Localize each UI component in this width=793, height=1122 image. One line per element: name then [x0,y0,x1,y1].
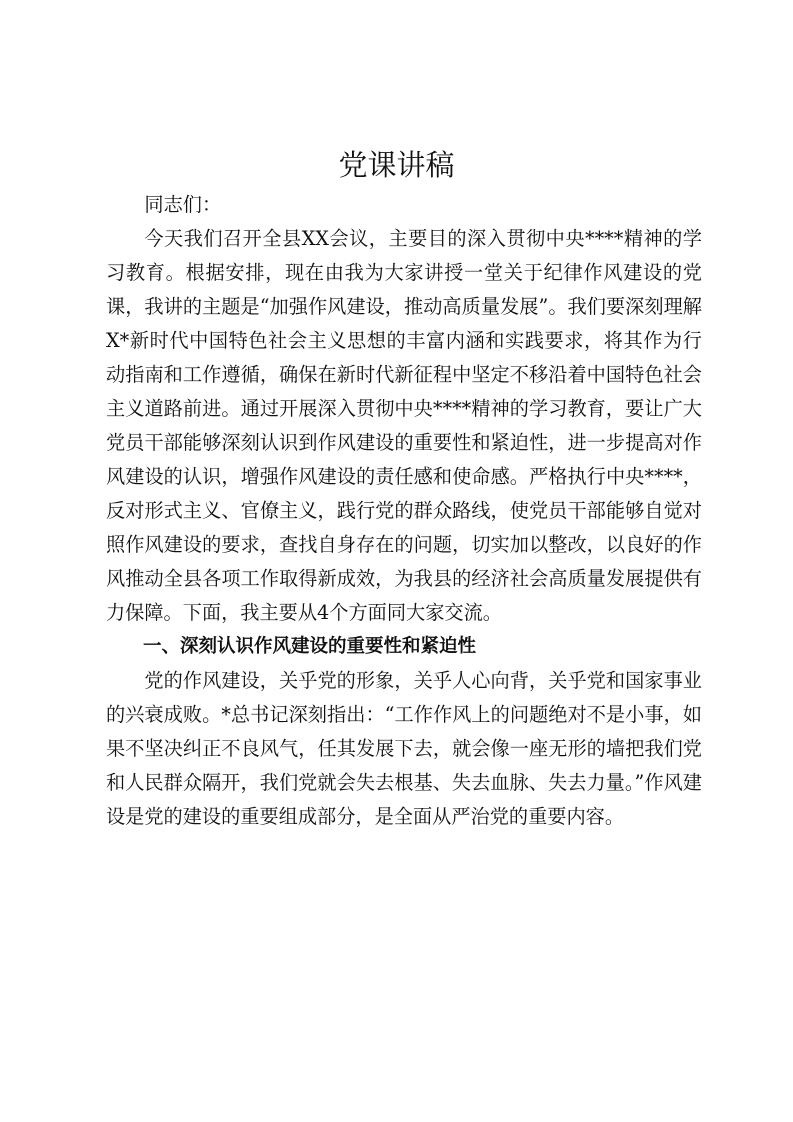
document-title: 党课讲稿 [338,148,455,182]
greeting-line: 同志们： [144,193,222,216]
section-heading: 一、深刻认识作风建设的重要性和紧迫性 [143,636,477,657]
intro-paragraph: 今天我们召开全县XX会议，主要目的深入贯彻中央****精神的学习教育。根据安排，现在由我为大家讲授一堂关于纪律作风建设的党课，我讲的主题是“加强作风建设，推动高质量发展”。我们要深刻理解X*新时代中国特色社会主义思想的丰富内涵和实践要求，将其作为行动指南和工作遵循，确保在新时代新征程中坚定不移沿着中国特色社会主义道路前进。通过开展深入贯彻中央****精神的学习教育，要让广大党员干部能够深刻认识到作风建设的重要性和紧迫性，进一步提高对作风建设的认识，增强作风建设的责任感和使命感。严格执行中央****，反对形式主义、官僚主义，践行党的群众路线，使党员干部能够自觉对照作风建设的要求，查找自身存在的问题，切实加以整改，以良好的作风推动全县各项工作取得新成效，为我县的经济社会高质量发展提供有力保障。下面，我主要从4个方面同大家交流。 [106,227,702,624]
section-paragraph: 党的作风建设，关乎党的形象，关乎人心向背，关乎党和国家事业的兴衰成败。*总书记深刻指出：“工作作风上的问题绝对不是小事，如果不坚决纠正不良风气，任其发展下去，就会像一座无形的墙把我们党和人民群众隔开，我们党就会失去根基、失去血脉、失去力量。”作风建设是党的建设的重要组成部分，是全面从严治党的重要内容。 [106,669,702,828]
document-body [106,188,702,834]
